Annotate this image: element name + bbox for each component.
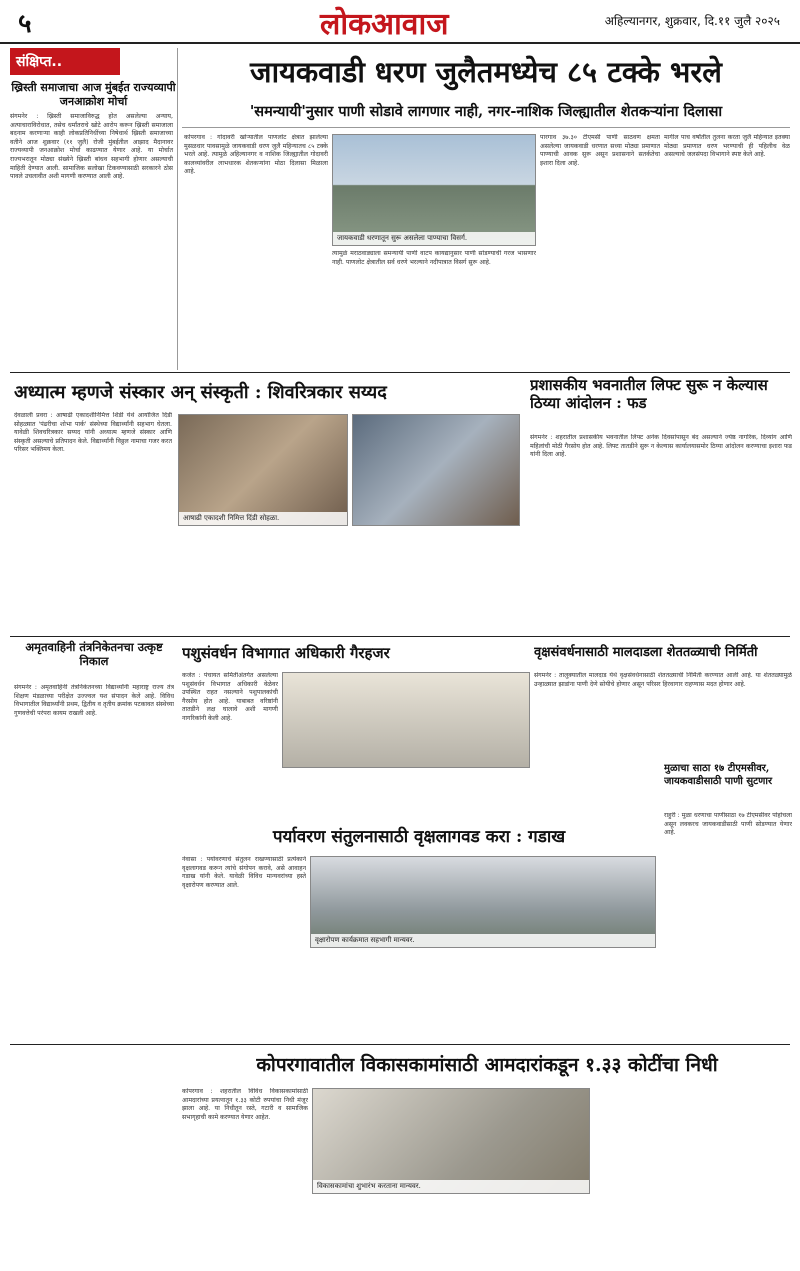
lift-body: संगमनेर : शहरातील प्रशासकीय भवनातील लिफ्ट अनेक दिवसांपासून बंद असल्याने ज्येष्ठ नागरिक, दिव्यांग आणि महिलांची मोठी गैरसोय होत आहे. लिफ्ट तातडीने सुरू न केल्यास कार्यालयासमोर ठिय्या आंदोलन करण्याचा इशारा फड यांनी दिला आहे. (530, 434, 792, 459)
vruksha-headline: वृक्षसंवर्धनासाठी मालदाडला शेततळ्याची निर्मिती (534, 645, 758, 660)
kopargaon-photo (312, 1088, 590, 1194)
lead-photo-caption: जायकवाडी धरणातून सुरू असलेला पाण्याचा विसर्ग. (333, 232, 535, 245)
pashu-photo (282, 672, 530, 768)
pashu-headline: पशुसंवर्धन विभागात अधिकारी गैरहजर (182, 644, 390, 662)
water-body: राहुरी : मुळा धरणाचा पाणीसाठा १७ टीएमसीवर पोहोचला असून लवकरच जायकवाडीसाठी पाणी सोडण्यात येणार आहे. (664, 812, 792, 837)
amrutvahini-body: संगमनेर : अमृतवाहिनी तंत्रनिकेतनच्या विद्यार्थ्यांनी महाराष्ट्र राज्य तंत्र शिक्षण मंडळाच्या परीक्षेत उज्ज्वल यश संपादन केले आहे. विविध विभागातील विद्यार्थ्यांनी प्रथम, द्वितीय व तृतीय क्रमांक पटकावत संस्थेच्या गुणवत्तेची परंपरा कायम राखली आहे. (14, 684, 174, 717)
brief-headline: ख्रिस्ती समाजाचा आज मुंबईत राज्यव्यापी जनआक्रोश मोर्चा (11, 81, 176, 108)
paryavaran-body: नेवासा : पर्यावरणाचे संतुलन राखण्यासाठी प्रत्येकाने वृक्षलागवड करून त्यांचे संगोपन करावे, असे आवाहन गडाख यांनी केले. यावेळी विविध मान्यवरांच्या हस्ते वृक्षारोपण करण्यात आले. (182, 856, 306, 889)
lift-headline: प्रशासकीय भवनातील लिफ्ट सुरू न केल्यास ठिय्या आंदोलन : फड (530, 376, 768, 412)
adhyatma-body: देवळाली प्रवरा : आषाढी एकादशीनिमित्त शिर्डी येथे आयोजित दिंडी सोहळ्यात 'पंढरीचा शोभा पार्क' संस्थेच्या विद्यार्थ्यांनी सहभाग घेतला. यावेळी शिवचरित्रकार सय्यद यांनी अध्यात्म म्हणजे संस्कार आणि संस्कृती असल्याचे प्रतिपादन केले. विद्यार्थ्यांनी विठ्ठल नामाचा गजर करत परिसर भक्तिमय केला. (14, 412, 172, 454)
lead-subheadline: 'समन्यायी'नुसार पाणी सोडावे लागणार नाही, नगर-नाशिक जिल्ह्यातील शेतकऱ्यांना दिलासा (182, 100, 790, 128)
adhyatma-photo (178, 414, 348, 526)
adhyatma-headline: अध्यात्म म्हणजे संस्कार अन् संस्कृती : शिवरित्रकार सय्यद (14, 382, 387, 403)
sidebar-briefs (10, 48, 178, 370)
adhyatma-photo-caption: आषाढी एकादशी निमित्त दिंडी सोहळा. (179, 512, 347, 525)
amrutvahini-headline: अमृतवाहिनी तंत्रनिकेतनचा उत्कृष्ट निकाल (25, 640, 163, 668)
divider (10, 372, 790, 373)
kopargaon-body: कोपरगाव : शहरातील विविध विकासकामांसाठी आमदारांच्या प्रयत्नातून १.३३ कोटी रुपयांचा निधी मंजूर झाला आहे. या निधीतून रस्ते, गटारी व सामाजिक सभागृहाची कामे करण्यात येणार आहेत. (182, 1088, 308, 1121)
divider (10, 636, 790, 637)
page-header (0, 0, 800, 44)
vruksha-body: संगमनेर : तालुक्यातील मालदाड येथे वृक्षसंवर्धनासाठी शेततळ्याची निर्मिती करण्यात आली आहे. या शेततळ्यामुळे उन्हाळ्यात झाडांना पाणी देणे सोयीचे होणार असून परिसर हिरवागार राहण्यास मदत होणार आहे. (534, 672, 792, 688)
adhyatma-photo-2 (352, 414, 520, 526)
masthead: लोकआवाज (320, 7, 449, 42)
pashu-body: कर्जत : पंचायत समितीअंतर्गत असलेल्या पशुसंवर्धन विभागात अधिकारी वेळेवर उपस्थित राहत नसल्याने पशुपालकांची गैरसोय होत आहे. याबाबत वरिष्ठांनी तातडीने लक्ष घालावे अशी मागणी नागरिकांनी केली आहे. (182, 672, 278, 722)
section-label: संक्षिप्त.. (10, 48, 120, 75)
brief-body: संगमनेर : ख्रिस्ती समाजाविरुद्ध होत असलेल्या अन्याय, अत्याचाराविरोधात, तसेच धर्मांतराचे खोटे आरोप करून ख्रिस्ती समाजाला बदनाम करणाऱ्या काही लोकप्रतिनिधींच्या निषेधार्थ ख्रिस्ती समाजाच्या वतीने आज शुक्रवार (११ जुलै) रोजी मुंबईतील आझाद मैदानावर राज्यव्यापी जनआक्रोश मोर्चा काढण्यात येणार आहे. या मोर्चात राज्यभरातून मोठ्या संख्येने ख्रिस्ती बांधव सहभागी होणार असल्याची माहिती देण्यात आली. सामाजिक सलोखा टिकवण्यासाठी सरकारने ठोस पावले उचलावीत अशी मागणी करण्यात आली आहे. (10, 113, 173, 181)
paryavaran-photo (310, 856, 656, 948)
lead-photo (332, 134, 536, 246)
dateline: अहिल्यानगर, शुक्रवार, दि.११ जुलै २०२५ (604, 14, 780, 28)
lead-col-1: कोपरगाव : गोदावरी खोऱ्यातील पाणलोट क्षेत्रात झालेल्या मुसळधार पावसामुळे जायकवाडी धरण जुलै महिन्यातच ८५ टक्के भरले आहे. त्यामुळे अहिल्यानगर व नाशिक जिल्ह्यातील गोदावरी कालव्यांवरील लाभधारक शेतकऱ्यांना मोठा दिलासा मिळाला आहे. (184, 134, 328, 176)
lead-col-2: त्यामुळे मराठवाड्याला समन्यायी पाणी वाटप कायद्यानुसार पाणी सोडण्याची गरज भासणार नाही. पाणलोट क्षेत्रातील सर्व धरणे भरल्याने नदीपात्रात विसर्ग सुरू आहे. (332, 250, 536, 266)
lead-headline-bar (182, 50, 790, 96)
lead-col-3: पारगाव ३७.३० टीएमसी पाणी साठवण क्षमता असलेल्या जायकवाडी धरणात सध्या मोठ्या प्रमाणात पाण्याची आवक सुरू असून प्रशासनाने सतर्कतेचा इशारा दिला आहे. (540, 134, 660, 167)
page-number: ५ (18, 9, 32, 39)
lead-headline: जायकवाडी धरण जुलैतमध्येच ८५ टक्के भरले (250, 55, 722, 89)
water-headline: मुळाचा साठा १७ टीएमसीवर, जायकवाडीसाठी पाणी सुटणार (664, 763, 773, 787)
kopargaon-photo-caption: विकासकामांचा शुभारंभ करताना मान्यवर. (313, 1180, 589, 1193)
lead-col-4: मागील पाच वर्षांतील तुलना करता जुलै महिन्यात इतक्या मोठ्या प्रमाणात धरण भरण्याची ही पहिलीच वेळ असल्याचे जलसंपदा विभागाने स्पष्ट केले आहे. (664, 134, 790, 159)
paryavaran-photo-caption: वृक्षारोपण कार्यक्रमात सहभागी मान्यवर. (311, 934, 655, 947)
divider (10, 1044, 790, 1045)
paryavaran-headline: पर्यावरण संतुलनासाठी वृक्षलागवड करा : गडाख (272, 827, 566, 847)
kopargaon-headline: कोपरगावातील विकासकामांसाठी आमदारांकडून १.३३ कोटींचा निधी (256, 1054, 718, 1076)
